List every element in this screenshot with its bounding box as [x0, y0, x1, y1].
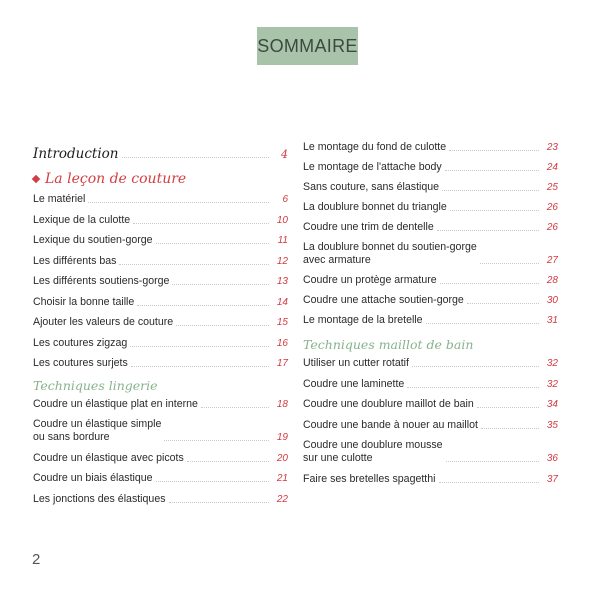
toc-leader — [412, 366, 539, 367]
toc-leader — [156, 243, 269, 244]
section-heading-maillot: Techniques maillot de bain — [303, 337, 474, 352]
toc-label-line1: Coudre une doublure mousse — [303, 439, 443, 451]
toc-label: Coudre une attache soutien-gorge — [303, 294, 464, 306]
toc-page: 19 — [276, 432, 288, 443]
toc-page: 21 — [276, 473, 288, 484]
toc-leader — [440, 283, 539, 284]
toc-label: Le montage de la bretelle — [303, 314, 423, 326]
toc-leader — [446, 461, 539, 462]
toc-entry[interactable] — [33, 275, 288, 288]
toc-entry[interactable] — [303, 241, 558, 267]
toc-leader — [133, 223, 269, 224]
toc-page: 34 — [546, 399, 558, 410]
toc-entry[interactable] — [33, 357, 288, 370]
toc-leader — [201, 407, 269, 408]
toc-entry[interactable] — [303, 314, 558, 327]
toc-page: 25 — [546, 182, 558, 193]
toc-label: Choisir la bonne taille — [33, 295, 135, 308]
page-number: 2 — [32, 551, 41, 568]
toc-leader — [439, 482, 540, 483]
toc-label-line2: avec armature — [303, 254, 371, 266]
toc-entry[interactable] — [33, 316, 288, 329]
toc-label-line1: Coudre un élastique simple — [33, 418, 162, 430]
toc-page: 6 — [282, 194, 288, 205]
toc-label: Coudre un élastique plat en interne — [33, 397, 198, 410]
toc-page: 18 — [276, 398, 288, 410]
toc-entry[interactable] — [33, 493, 288, 506]
toc-page: 28 — [546, 275, 558, 286]
toc-label: Coudre un protège armature — [303, 274, 437, 286]
toc-label: Faire ses bretelles spagetthi — [303, 472, 436, 485]
toc-leader — [467, 303, 539, 304]
toc-entry[interactable] — [303, 439, 558, 465]
section-heading-text: La leçon de couture — [45, 171, 187, 187]
toc-label: Coudre un élastique avec picots — [33, 451, 184, 464]
toc-entry[interactable] — [33, 255, 288, 268]
section-heading-lingerie: Techniques lingerie — [33, 377, 158, 393]
toc-entry[interactable] — [303, 378, 558, 391]
toc-entry[interactable] — [33, 398, 288, 411]
toc-entry[interactable] — [303, 161, 558, 174]
toc-leader — [442, 190, 539, 191]
toc-leader — [130, 346, 269, 347]
toc-entry[interactable] — [303, 294, 558, 307]
toc-label: Les coutures zigzag — [33, 336, 128, 349]
toc-leader — [449, 150, 539, 151]
toc-page: 30 — [546, 295, 558, 306]
toc-label: Coudre un biais élastique — [33, 472, 153, 484]
toc-label: Ajouter les valeurs de couture — [33, 316, 174, 328]
toc-leader — [187, 461, 269, 462]
toc-page: 17 — [276, 358, 288, 369]
toc-label-line1: La doublure bonnet du soutien-gorge — [303, 241, 477, 253]
toc-leader — [407, 387, 539, 388]
toc-entry[interactable] — [33, 452, 288, 465]
diamond-bullet-icon — [32, 175, 40, 183]
toc-page: 32 — [546, 378, 558, 390]
toc-label: Sans couture, sans élastique — [303, 181, 440, 193]
toc-label: Le montage de l'attache body — [303, 161, 442, 173]
toc-label: Le matériel — [33, 193, 86, 205]
toc-label: Les coutures surjets — [33, 357, 128, 369]
toc-page: 37 — [546, 473, 558, 485]
toc-leader — [426, 323, 539, 324]
toc-label: La doublure bonnet du triangle — [303, 201, 447, 213]
toc-leader — [156, 481, 269, 482]
toc-label: Coudre une bande à nouer au maillot — [303, 418, 478, 431]
toc-page: 23 — [546, 142, 558, 153]
toc-leader — [169, 502, 269, 503]
toc-page: 11 — [277, 235, 288, 246]
toc-page: 15 — [276, 317, 288, 328]
toc-page: 24 — [546, 162, 558, 173]
toc-page: 35 — [546, 419, 558, 431]
toc-leader — [477, 407, 539, 408]
toc-entry[interactable] — [303, 274, 558, 287]
toc-page: 31 — [546, 315, 558, 326]
toc-label-line2: sur une culotte — [303, 452, 373, 464]
toc-page: 26 — [546, 222, 558, 233]
toc-page: 4 — [281, 148, 288, 161]
toc-label: Coudre une laminette — [303, 377, 405, 390]
toc-entry[interactable] — [33, 214, 288, 227]
toc-page: 36 — [546, 453, 558, 464]
toc-right-column — [303, 141, 558, 493]
toc-label: Les jonctions des élastiques — [33, 492, 166, 505]
toc-entry[interactable] — [33, 472, 288, 485]
toc-label: Utiliser un cutter rotatif — [303, 357, 409, 369]
toc-entry[interactable] — [303, 398, 558, 411]
toc-leader — [131, 366, 269, 367]
toc-entry[interactable] — [33, 296, 288, 309]
toc-entry[interactable] — [303, 181, 558, 194]
toc-entry[interactable] — [303, 473, 558, 486]
toc-page: 32 — [546, 358, 558, 369]
toc-page: 20 — [276, 452, 288, 464]
toc-leader — [122, 157, 270, 158]
toc-entry[interactable] — [303, 201, 558, 214]
toc-label: Introduction — [33, 146, 119, 162]
toc-label: Coudre une trim de dentelle — [303, 221, 434, 233]
toc-leader — [481, 428, 539, 429]
toc-label — [303, 241, 477, 267]
toc-label-line2: ou sans bordure — [33, 431, 110, 443]
toc-leader — [480, 263, 539, 264]
toc-page: 12 — [276, 255, 288, 267]
toc-label: Les différents bas — [33, 254, 117, 267]
toc-entry[interactable] — [33, 234, 288, 247]
toc-leader — [164, 440, 269, 441]
toc-page: 10 — [276, 214, 288, 226]
toc-label — [33, 418, 161, 444]
toc-label: Coudre une doublure maillot de bain — [303, 398, 474, 410]
toc-leader — [437, 230, 539, 231]
section-heading-lecon — [33, 171, 288, 193]
toc-label: Lexique du soutien-gorge — [33, 234, 153, 246]
toc-entry-introduction[interactable] — [33, 141, 288, 161]
toc-page: 22 — [276, 493, 288, 505]
toc-leader — [172, 284, 269, 285]
toc-label: Les différents soutiens-gorge — [33, 275, 170, 287]
toc-page: 13 — [276, 276, 288, 287]
toc-label — [303, 439, 443, 465]
toc-leader — [137, 305, 269, 306]
toc-page: 27 — [546, 255, 558, 266]
toc-page: 26 — [546, 202, 558, 213]
toc-entry[interactable] — [33, 193, 288, 206]
toc-leader — [88, 202, 269, 203]
toc-left-column — [33, 141, 288, 513]
toc-page: 16 — [276, 337, 288, 349]
toc-leader — [176, 325, 269, 326]
toc-entry[interactable] — [303, 221, 558, 234]
toc-page: 14 — [276, 296, 288, 308]
toc-leader — [119, 264, 269, 265]
toc-entry[interactable] — [303, 141, 558, 154]
toc-label: Lexique de la culotte — [33, 213, 131, 226]
toc-entry[interactable] — [33, 418, 288, 444]
page-title: SOMMAIRE — [257, 27, 358, 65]
toc-entry[interactable] — [33, 337, 288, 350]
toc-entry[interactable] — [303, 419, 558, 432]
toc-leader — [450, 210, 539, 211]
toc-leader — [445, 170, 539, 171]
toc-entry[interactable] — [303, 357, 558, 370]
toc-label: Le montage du fond de culotte — [303, 141, 447, 153]
